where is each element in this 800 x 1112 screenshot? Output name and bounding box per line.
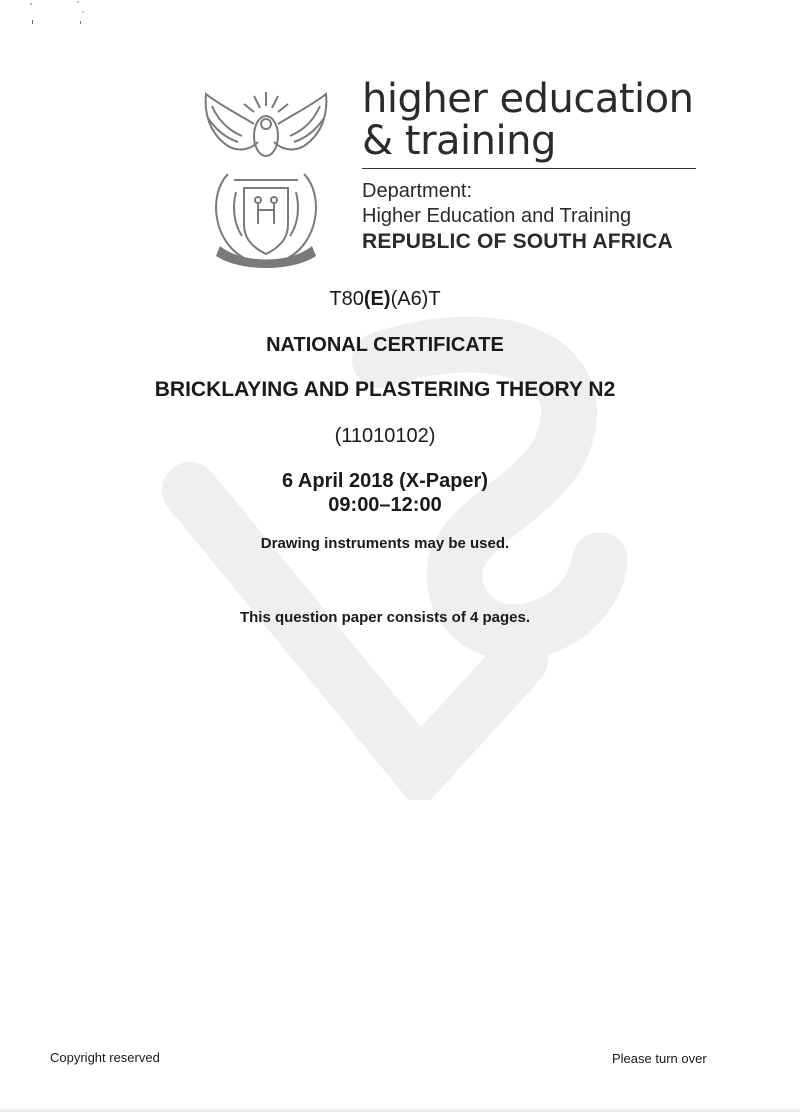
paper-code-language: (E) — [363, 288, 391, 310]
brand-divider — [362, 168, 696, 169]
turn-over-notice: Please turn over — [612, 1051, 707, 1066]
subject-title: BRICKLAYING AND PLASTERING THEORY N2 — [154, 378, 616, 401]
instruments-note: Drawing instruments may be used. — [260, 535, 510, 552]
coat-of-arms-icon — [198, 84, 334, 270]
paper-code-suffix: (A6)T — [390, 288, 441, 310]
pages-note: This question paper consists of 4 pages. — [239, 609, 531, 626]
scan-edge — [0, 1106, 800, 1112]
exam-date: 6 April 2018 (X-Paper) — [281, 470, 488, 492]
exam-time: 09:00–12:00 — [328, 494, 442, 516]
brand-line-2: & training — [362, 118, 556, 164]
department-name: Higher Education and Training — [362, 205, 632, 227]
scan-specks — [28, 0, 88, 30]
paper-code — [0, 288, 770, 311]
copyright-notice: Copyright reserved — [50, 1050, 160, 1065]
brand-line-1: higher education — [362, 76, 694, 122]
department-label: Department: — [362, 180, 473, 202]
certificate-title: NATIONAL CERTIFICATE — [266, 334, 504, 356]
subject-code: (11010102) — [334, 425, 436, 447]
paper-code-prefix: T80 — [329, 288, 364, 310]
department-heading — [362, 78, 702, 254]
country-name: REPUBLIC OF SOUTH AFRICA — [362, 230, 673, 253]
